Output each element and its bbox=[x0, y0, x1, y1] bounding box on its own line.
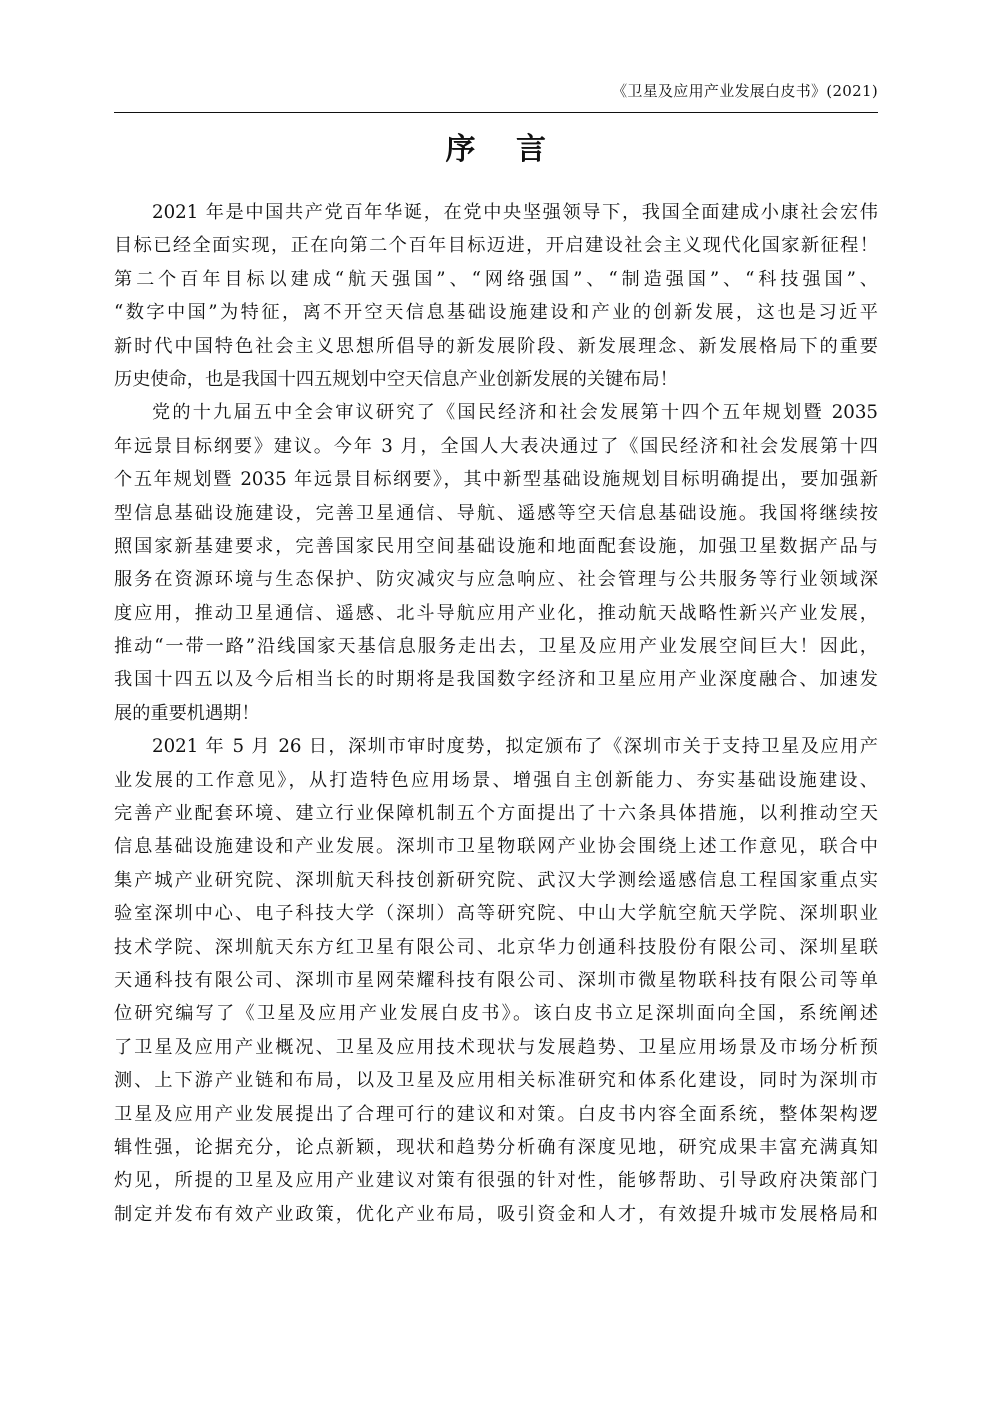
preface-body bbox=[114, 196, 878, 1231]
text-line: 展的重要机遇期！ bbox=[114, 702, 260, 724]
text-line: 制定并发布有效产业政策，优化产业布局，吸引资金和人才，有效提升城市发展格局和 bbox=[114, 1203, 878, 1225]
title-char-2: 言 bbox=[516, 132, 547, 167]
text-line: 完善产业配套环境、建立行业保障机制五个方面提出了十六条具体措施，以利推动空天 bbox=[114, 803, 878, 825]
text-line: 新时代中国特色社会主义思想所倡导的新发展阶段、新发展理念、新发展格局下的重要 bbox=[114, 335, 878, 357]
text-line: 卫星及应用产业发展提出了合理可行的建议和对策。白皮书内容全面系统，整体架构逻 bbox=[114, 1103, 878, 1125]
text-line: 我国十四五以及今后相当长的时期将是我国数字经济和卫星应用产业深度融合、加速发 bbox=[114, 669, 878, 691]
text-line: 位研究编写了《卫星及应用产业发展白皮书》。该白皮书立足深圳面向全国，系统阐述 bbox=[114, 1003, 878, 1025]
text-line: 型信息基础设施建设，完善卫星通信、导航、遥感等空天信息基础设施。我国将继续按 bbox=[114, 502, 878, 524]
text-line: 灼见，所提的卫星及应用产业建议对策有很强的针对性，能够帮助、引导政府决策部门 bbox=[114, 1170, 878, 1192]
text-line: 服务在资源环境与生态保护、防灾减灾与应急响应、社会管理与公共服务等行业领域深 bbox=[114, 569, 878, 591]
page-title bbox=[0, 124, 992, 168]
text-line: 第二个百年目标以建成“航天强国”、“网络强国”、“制造强国”、“科技强国”、 bbox=[114, 268, 878, 290]
text-line: 个五年规划暨 2035 年远景目标纲要》，其中新型基础设施规划目标明确提出，要加强新 bbox=[114, 469, 878, 491]
text-line: 2021 年 5 月 26 日，深圳市审时度势，拟定颁布了《深圳市关于支持卫星及应用产 bbox=[152, 736, 878, 758]
text-line: 党的十九届五中全会审议研究了《国民经济和社会发展第十四个五年规划暨 2035 bbox=[152, 402, 878, 424]
text-line: 信息基础设施建设和产业发展。深圳市卫星物联网产业协会围绕上述工作意见，联合中 bbox=[114, 836, 878, 858]
text-line: 辑性强，论据充分，论点新颖，现状和趋势分析确有深度见地，研究成果丰富充满真知 bbox=[114, 1136, 878, 1158]
text-line: 推动“一带一路”沿线国家天基信息服务走出去，卫星及应用产业发展空间巨大！因此， bbox=[114, 636, 878, 658]
text-line: 目标已经全面实现，正在向第二个百年目标迈进，开启建设社会主义现代化国家新征程！ bbox=[114, 235, 878, 257]
paragraph bbox=[114, 396, 878, 730]
text-line: 2021 年是中国共产党百年华诞，在党中央坚强领导下，我国全面建成小康社会宏伟 bbox=[152, 202, 878, 223]
text-line: 历史使命，也是我国十四五规划中空天信息产业创新发展的关键布局！ bbox=[114, 368, 678, 390]
paragraph bbox=[114, 196, 878, 396]
running-title: 《卫星及应用产业发展白皮书》(2021) bbox=[612, 82, 878, 100]
text-line: “数字中国”为特征，离不开空天信息基础设施建设和产业的创新发展，这也是习近平 bbox=[114, 302, 878, 324]
text-line: 技术学院、深圳航天东方红卫星有限公司、北京华力创通科技股份有限公司、深圳星联 bbox=[114, 936, 878, 958]
text-line: 年远景目标纲要》建议。今年 3 月，全国人大表决通过了《国民经济和社会发展第十四 bbox=[114, 435, 878, 457]
text-line: 了卫星及应用产业概况、卫星及应用技术现状与发展趋势、卫星应用场景及市场分析预 bbox=[114, 1036, 878, 1058]
text-line: 集产城产业研究院、深圳航天科技创新研究院、武汉大学测绘遥感信息工程国家重点实 bbox=[114, 869, 878, 891]
title-char-1: 序 bbox=[445, 132, 476, 167]
text-line: 天通科技有限公司、深圳市星网荣耀科技有限公司、深圳市微星物联科技有限公司等单 bbox=[114, 969, 878, 991]
text-line: 验室深圳中心、电子科技大学（深圳）高等研究院、中山大学航空航天学院、深圳职业 bbox=[114, 903, 878, 925]
text-line: 测、上下游产业链和布局，以及卫星及应用相关标准研究和体系化建设，同时为深圳市 bbox=[114, 1070, 878, 1092]
running-header bbox=[114, 78, 878, 113]
text-line: 照国家新基建要求，完善国家民用空间基础设施和地面配套设施，加强卫星数据产品与 bbox=[114, 535, 878, 557]
text-line: 度应用，推动卫星通信、遥感、北斗导航应用产业化，推动航天战略性新兴产业发展， bbox=[114, 602, 878, 624]
text-line: 业发展的工作意见》，从打造特色应用场景、增强自主创新能力、夯实基础设施建设、 bbox=[114, 769, 878, 791]
paragraph bbox=[114, 730, 878, 1231]
